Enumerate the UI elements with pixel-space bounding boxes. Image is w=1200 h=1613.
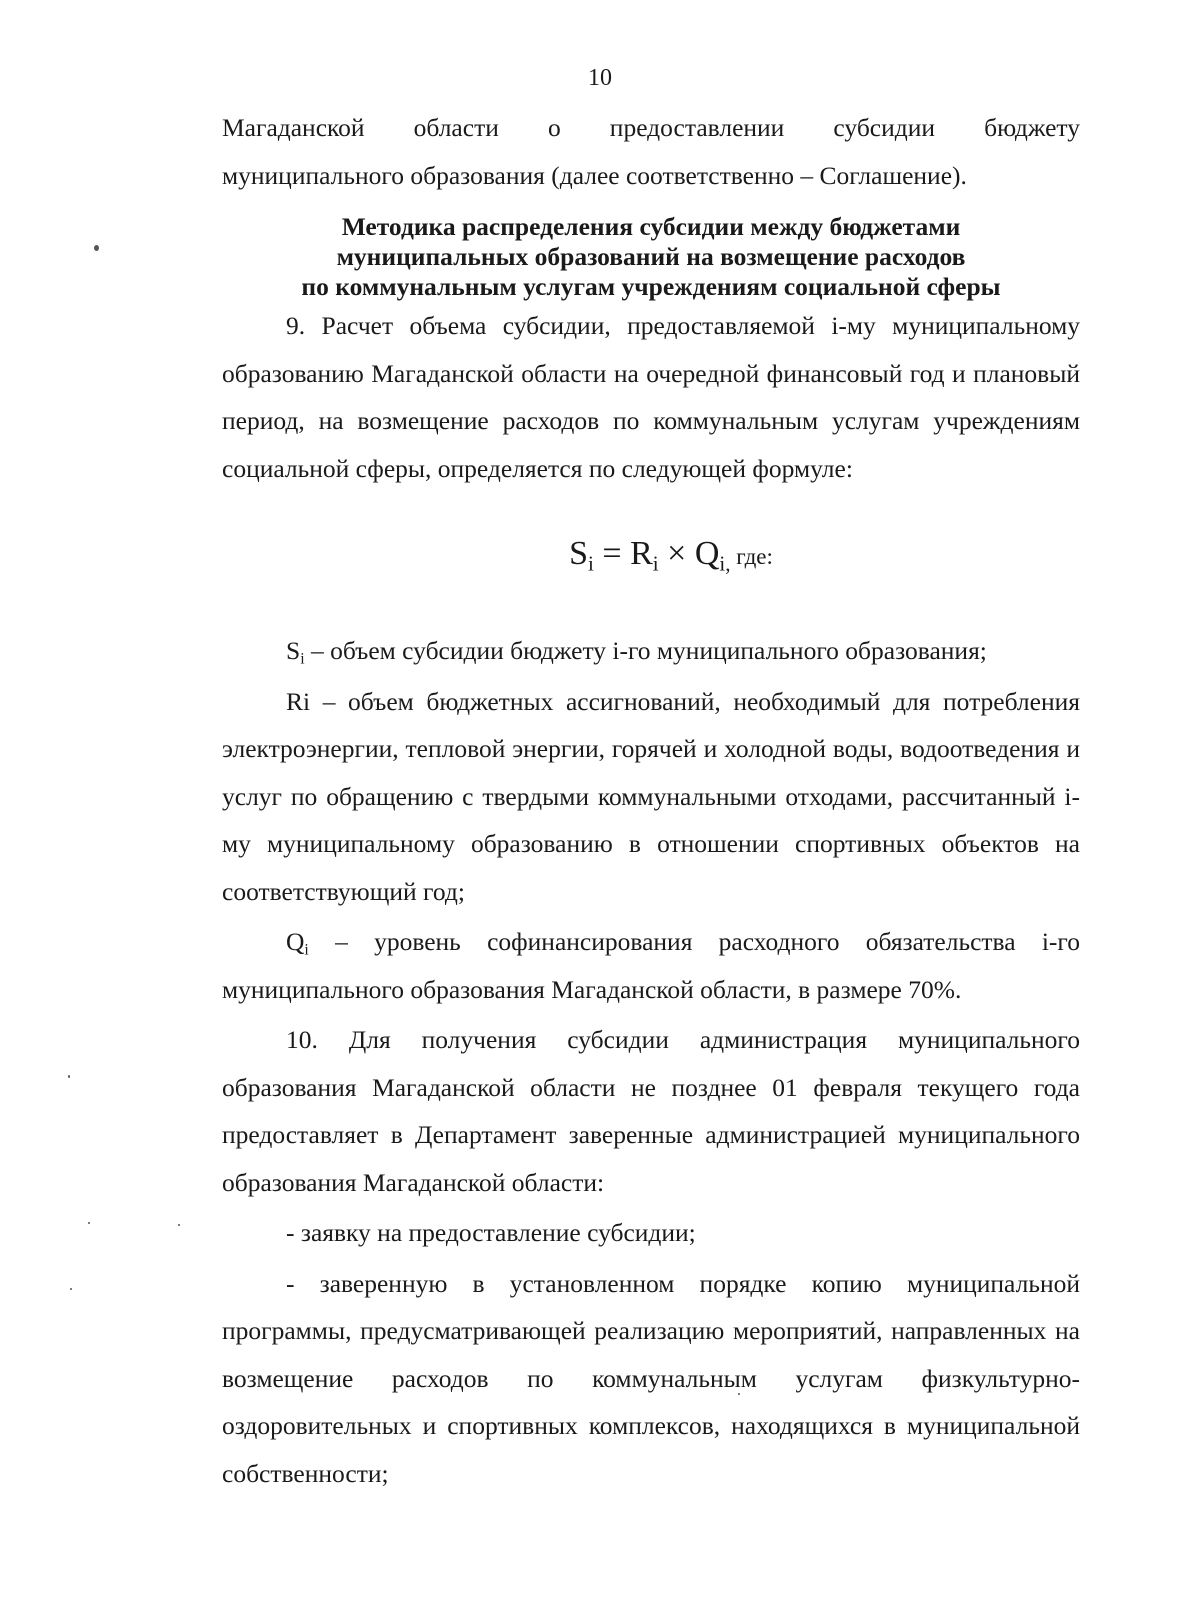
section-heading bbox=[222, 212, 1080, 302]
formula-s-subscript: i bbox=[588, 551, 594, 576]
scan-speck bbox=[738, 1393, 740, 1395]
formula-r-subscript: i bbox=[652, 551, 659, 576]
intro-line-2: муниципального образования (далее соответственно – Соглашение). bbox=[222, 160, 967, 190]
page-number: 10 bbox=[588, 65, 612, 91]
definition-s-text: – объем субсидии бюджету i-го муниципального образования; bbox=[304, 636, 987, 665]
document-body bbox=[222, 104, 1080, 1497]
definition-q-text: – уровень софинансирования расходного обязательства i-го муниципального образования Магаданской области, в размере 70%. bbox=[222, 927, 1080, 1004]
scan-speck bbox=[94, 245, 99, 251]
subsidy-formula bbox=[222, 524, 1080, 587]
formula-s: S bbox=[569, 535, 589, 572]
definition-r: Ri – объем бюджетных ассигнований, необходимый для потребления электроэнергии, тепловой энергии, горячей и холодной воды, водоотведения и услуг по обращению с твердыми коммунальными отходами, рассчитанный i-му муниципальному образованию в отношении спортивных объектов на соответствующий год; bbox=[222, 686, 1080, 906]
formula-where: где: bbox=[730, 544, 773, 569]
definition-q bbox=[222, 918, 1080, 1013]
paragraph-9: 9. Расчет объема субсидии, предоставляемой i-му муниципальному образованию Магаданской области на очередной финансовый год и плановый период, на возмещение расходов по коммунальным услугам учреждениям социальной сферы, определяется по следующей формуле: bbox=[222, 311, 1080, 483]
scan-speck bbox=[68, 1075, 70, 1078]
list-item-program-copy: - заверенную в установленном порядке копию муниципальной программы, предусматривающей реализацию мероприятий, направленных на возмещение расходов по коммунальным услугам физкультурно-оздоровительных и спортивных комплексов, находящихся в муниципальной собственности; bbox=[222, 1268, 1080, 1488]
formula-times: × bbox=[658, 535, 695, 572]
formula-q-subscript: i, bbox=[719, 551, 731, 576]
list-item-application: - заявку на предоставление субсидии; bbox=[286, 1218, 696, 1247]
scan-speck bbox=[70, 1288, 72, 1290]
heading-line-1: Методика распределения субсидии между бюджетами bbox=[341, 212, 961, 241]
scan-speck bbox=[88, 1222, 90, 1224]
formula-q: Q bbox=[694, 535, 720, 572]
scan-speck bbox=[178, 1224, 180, 1226]
formula-equals: = bbox=[593, 535, 631, 572]
paragraph-10: 10. Для получения субсидии администрация муниципального образования Магаданской области не позднее 01 февраля текущего года предоставляет в Департамент заверенные администрацией муниципального образования Магаданской области: bbox=[222, 1025, 1080, 1197]
definition-q-symbol: Q bbox=[286, 927, 305, 956]
definition-s-subscript: i bbox=[300, 650, 305, 668]
definition-q-subscript: i bbox=[304, 941, 309, 959]
heading-line-3: по коммунальным услугам учреждениям социальной сферы bbox=[301, 272, 1001, 301]
definition-s bbox=[222, 627, 1080, 675]
definition-s-symbol: S bbox=[286, 636, 301, 665]
intro-line-1: Магаданской области о предоставлении субсидии бюджету bbox=[222, 113, 1080, 142]
heading-line-2: муниципальных образований на возмещение расходов bbox=[336, 242, 966, 271]
formula-r: R bbox=[630, 535, 653, 572]
